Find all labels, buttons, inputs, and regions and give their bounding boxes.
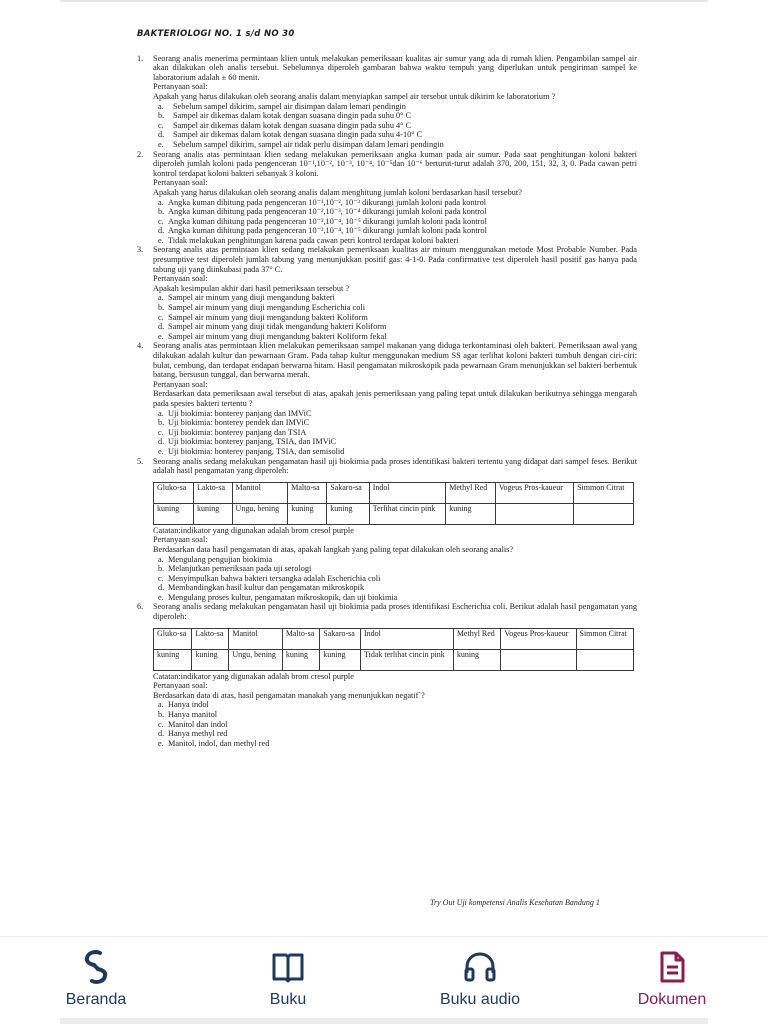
option-text: Sampel air minum yang diuji mengandung bakteri Koliform fekal [168, 331, 387, 341]
table-header-cell: Malto-sa [288, 482, 327, 503]
option-item [158, 418, 637, 428]
option-key: c. [158, 120, 164, 130]
home-s-icon [78, 949, 114, 985]
table-header-cell: Indol [369, 482, 446, 503]
question-list [137, 54, 637, 749]
option-item [158, 583, 637, 593]
table-cell [574, 503, 634, 524]
option-item [158, 437, 637, 447]
option-item [158, 447, 637, 457]
question-number: 4. [137, 341, 144, 351]
option-key: b. [158, 303, 165, 313]
nav-label-dokumen: Dokumen [637, 991, 707, 1008]
option-key: d. [158, 226, 165, 236]
option-text: Mengulang proses kultur, pengamatan mikroskopik, dan uji biokimia [168, 592, 398, 602]
nav-label-buku-audio: Buku audio [439, 991, 521, 1008]
prompt-label: Pertanyaan soal: [153, 379, 208, 389]
nav-label-buku: Buku [269, 991, 307, 1008]
option-text: Sebelum sampel dikirim, sampel air disimpan dalam lemari pendingin [173, 101, 406, 111]
option-key: a. [158, 293, 164, 303]
option-text: Sampel air dikemas dalam kotak dengan suasana dingin pada suhu 4° C [173, 120, 412, 130]
option-key: b. [158, 710, 165, 720]
table-cell: Tidak terlihat cincin pink [361, 649, 454, 670]
option-item [158, 564, 637, 574]
option-key: a. [158, 197, 164, 207]
table-cell: kuning [453, 649, 501, 670]
question-item [137, 245, 637, 341]
table-cell: kuning [282, 649, 319, 670]
option-item [158, 121, 637, 131]
question-number: 5. [137, 456, 144, 466]
option-list [153, 409, 637, 457]
option-text: Sampel air minum yang diuji mengandung Escherichia coli [168, 303, 366, 313]
option-key: a. [158, 700, 164, 710]
table-header-row [154, 482, 634, 503]
prompt-label: Pertanyaan soal: [153, 178, 208, 188]
question-content [153, 150, 637, 246]
option-text: Sampel air minum yang diuji tidak mengandung bakteri Koliform [168, 322, 387, 332]
table-cell: Ungu, bening [229, 649, 282, 670]
option-text: Menyimpulkan bahwa bakteri tersangka adalah Escherichia coli [168, 573, 381, 583]
question-body: Seorang analis atas permintaan klien sedang melakukan pemeriksaan kualitas air minum menggunakan metode Most Probable Number. Pada presumptive test diperoleh jumlah tabung yang menunjukkan positif gas: 4-1-0. Pada confirmative test diperoleh hasil positif gas hanya pada tabung uji yang diinkubasi pada 37° C. [153, 245, 637, 274]
option-key: c. [158, 573, 164, 583]
option-key: b. [158, 207, 165, 217]
option-text: Sampel air dikemas dalam kotak dengan suasana dingin pada suhu 4-10° C [173, 130, 423, 140]
option-text: Hanya manitol [168, 710, 218, 720]
option-key: c. [158, 719, 164, 729]
table-header-cell: Methyl Red [453, 628, 501, 649]
option-list [153, 700, 637, 748]
headphones-icon [462, 949, 498, 985]
option-text: Hanya indol [168, 700, 209, 710]
option-item [158, 409, 637, 419]
table-header-cell: Methyl Red [446, 482, 496, 503]
nav-item-buku[interactable] [213, 937, 363, 1025]
option-text: Uji biokimia: bonterey panjang dan IMViC [168, 408, 312, 418]
option-text: Uji biokimia: bonterey pendek dan IMViC [168, 418, 310, 428]
table-note: Catatan:indikator yang digunakan adalah brom cresol purple [153, 525, 354, 535]
table-header-cell: Simmon Citrat [574, 482, 634, 503]
option-text: Sebelum sampel dikirim, sampel air tidak perlu disimpan dalam lemari pendingin [173, 139, 444, 149]
option-text: Uji biokimia: bonterey panjang, TSIA, dan semisolid [168, 446, 345, 456]
table-header-cell: Sakaro-sa [320, 628, 361, 649]
table-header-cell: Gluko-sa [154, 482, 194, 503]
question-prompt: Berdasarkan data hasil pengamatan di atas, apakah langkah yang paling tepat dilakukan oleh seorang analis? [153, 544, 514, 554]
table-cell: Terlihat cincin pink [369, 503, 446, 524]
table-header-cell: Lakto-sa [192, 628, 229, 649]
option-text: Angka kuman dihitung pada pengenceran 10⁻²,10⁻³, 10⁻⁴ dikurangi jumlah koloni pada kontrol [168, 207, 487, 217]
nav-item-beranda[interactable] [21, 937, 171, 1025]
option-list [153, 555, 637, 603]
option-item [158, 700, 637, 710]
option-text: Angka kuman dihitung pada pengenceran 10⁻³,10⁻⁴, 10⁻⁵ dikurangi jumlah koloni pada kontrol [168, 216, 487, 226]
question-prompt: Berdasarkan data pemeriksaan awal tersebut di atas, apakah jenis pemeriksaan yang paling tepat untuk dilakukan berikutnya sehingga mengarah pada spesies bakteri tertentu ? [153, 389, 637, 408]
option-key: a. [158, 554, 164, 564]
question-item [137, 602, 637, 748]
result-table [153, 628, 634, 671]
question-prompt: Apakah yang harus dilakukan oleh seorang analis dalam menyiapkan sampel air tersebut untuk dikirim ke laboratorium ? [153, 91, 556, 101]
option-key: d. [158, 437, 165, 447]
table-header-cell: Manitol [232, 482, 288, 503]
question-item [137, 150, 637, 246]
option-item [158, 322, 637, 332]
document-title: BAKTERIOLOGI NO. 1 s/d NO 30 [137, 29, 295, 39]
option-item [158, 303, 637, 313]
question-body: Seorang analis menerima permintaan klien untuk melakukan pemeriksaan kualitas air sumur yang ada di rumah klien. Pengambilan sampel air akan dilakukan oleh analis tersebut. Sebelumnya diperoleh gambaran bahwa waktu tempuh yang diperlukan untuk pengiriman sampel ke laboratorium adalah ± 60 menit. [153, 53, 637, 82]
question-item [137, 54, 637, 150]
table-cell: kuning [154, 503, 194, 524]
table-cell [495, 503, 573, 524]
option-text: Mengulang pengujian biokimia [168, 554, 273, 564]
option-key: e. [158, 738, 164, 748]
table-row [154, 503, 634, 524]
question-body: Seorang analis sedang melakukan pengamatan hasil uji biokimia pada proses identifikasi bakteri tertentu yang didapat dari sampel feses. Berikut adalah hasil pengamatan yang diperoleh: [153, 456, 637, 476]
option-item [158, 217, 637, 227]
option-text: Angka kuman dihitung pada pengenceran 10⁻¹,10⁻², 10⁻³ dikurangi jumlah koloni pada kontrol [168, 197, 487, 207]
bottom-divider [60, 1018, 708, 1024]
option-item [158, 739, 637, 749]
option-key: d. [158, 583, 165, 593]
option-key: b. [158, 111, 165, 121]
option-text: Sampel air dikemas dalam kotak dengan suasana dingin pada suhu 0° C [173, 111, 412, 121]
table-header-cell: Indol [361, 628, 454, 649]
option-item [158, 555, 637, 565]
question-number: 3. [137, 245, 144, 255]
option-item [158, 198, 637, 208]
option-item [158, 111, 637, 121]
table-header-row [154, 628, 634, 649]
option-key: c. [158, 312, 164, 322]
option-item [158, 226, 637, 236]
table-cell: kuning [194, 503, 233, 524]
option-text: Angka kuman dihitung pada pengenceran 10⁻³,10⁻⁴, 10⁻⁵ dikurangi jumlah koloni pada kontrol [168, 226, 487, 236]
question-prompt: Apakah kesimpulan akhir dari hasil pemeriksaan tersebut ? [153, 283, 350, 293]
table-cell: kuning [288, 503, 327, 524]
option-item [158, 293, 637, 303]
table-header-cell: Lakto-sa [194, 482, 233, 503]
book-icon [270, 949, 306, 985]
table-row [154, 649, 634, 670]
bottom-navigation [0, 936, 768, 1025]
question-content [153, 245, 637, 341]
nav-label-beranda: Beranda [65, 991, 127, 1008]
question-body: Seorang analis atas permintaan klien melakukan pemeriksaan sampel makanan yang diduga terkontaminasi oleh bakteri. Pemeriksaan awal yang dilakukan adalah kultur dan pewarnaan Gram. Pada tahap kultur menggunakan medium SS agar terlihat koloni bakteri tumbuh dengan ciri-ciri: bulat, cembung, dan terdapat endapan berwarna hitam. Hasil pengamatan mikroskopik pada pewarnaan Gram menunjukkan sel bakteri berbentuk batang, bersusun tunggal, dan berwarna merah. [153, 341, 637, 380]
table-cell: kuning [192, 649, 229, 670]
option-text: Tidak melakukan penghitungan karena pada cawan petri kontrol terdapat koloni bakteri [168, 235, 459, 245]
table-header-cell: Vogeus Pros-kaueur [495, 482, 573, 503]
table-cell: kuning [327, 503, 369, 524]
question-content [153, 341, 637, 456]
question-prompt: Berdasarkan data di atas, hasil pengamatan manakah yang menunjukkan negatif`? [153, 690, 425, 700]
option-key: b. [158, 418, 165, 428]
top-divider [60, 0, 708, 2]
option-text: Membandingkan hasil kultur dan pengamatan mikroskopik [168, 583, 365, 593]
question-body: Seorang analis sedang melakukan pengamatan hasil uji biokimia pada proses identifikasi Escherichia coli. Berikut adalah hasil pengamatan yang diperoleh: [153, 602, 637, 622]
option-item [158, 102, 637, 112]
table-header-cell: Simmon Citrat [576, 628, 634, 649]
question-content [153, 54, 637, 150]
option-item [158, 313, 637, 323]
document-icon [654, 949, 690, 985]
option-key: a. [158, 408, 164, 418]
option-key: d. [158, 729, 165, 739]
question-number: 1. [137, 53, 144, 63]
table-header-cell: Sakaro-sa [327, 482, 369, 503]
table-cell: kuning [154, 649, 192, 670]
prompt-label: Pertanyaan soal: [153, 274, 208, 284]
option-text: Manitol, indol, dan methyl red [168, 738, 270, 748]
option-item [158, 574, 637, 584]
option-list [153, 102, 637, 150]
option-key: b. [158, 564, 165, 574]
option-item [158, 710, 637, 720]
option-key: e. [158, 139, 164, 149]
option-text: Sampel air minum yang diuji mengandung bakteri [168, 293, 335, 303]
table-cell: kuning [320, 649, 361, 670]
option-key: e. [158, 446, 164, 456]
option-text: Sampel air minum yang diuji mengandung bakteri Koliform [168, 312, 368, 322]
nav-item-dokumen[interactable] [597, 937, 747, 1025]
question-content [153, 457, 637, 603]
prompt-label: Pertanyaan soal: [153, 82, 208, 92]
option-item [158, 207, 637, 217]
option-key: e. [158, 331, 164, 341]
prompt-label: Pertanyaan soal: [153, 681, 208, 691]
option-text: Manitol dan indol [168, 719, 228, 729]
option-item [158, 236, 637, 246]
table-header-cell: Vogeus Pros-kaueur [501, 628, 576, 649]
question-content [153, 602, 637, 748]
option-item [158, 428, 637, 438]
nav-item-buku-audio[interactable] [405, 937, 555, 1025]
result-table [153, 482, 634, 525]
question-number: 2. [137, 149, 144, 159]
option-key: a. [158, 101, 164, 111]
table-cell [501, 649, 576, 670]
prompt-label: Pertanyaan soal: [153, 535, 208, 545]
question-body: Seorang analis atas permintaan klien sedang melakukan pemeriksaan angka kuman pada air sumur. Pada saat penghitungan koloni bakteri diperoleh jumlah koloni pada pengenceran 10⁻¹,10⁻², 10⁻³, 10⁻⁴, 10⁻⁵dan 10⁻⁶ berturut-turut adalah 370, 200, 151, 32, 3, 0. Pada cawan petri kontrol terdapat koloni bakteri sebanyak 3 koloni. [153, 149, 637, 178]
option-list [153, 198, 637, 246]
option-key: c. [158, 427, 164, 437]
question-item [137, 457, 637, 603]
table-header-cell: Malto-sa [282, 628, 319, 649]
option-item [158, 140, 637, 150]
table-cell [576, 649, 634, 670]
question-number: 6. [137, 602, 144, 612]
option-item [158, 593, 637, 603]
document-footer: Try Out Uji kompetensi Analis Kesehatan Bandung 1 [430, 898, 600, 907]
table-note: Catatan:indikator yang digunakan adalah brom cresol purple [153, 671, 354, 681]
option-item [158, 720, 637, 730]
option-item [158, 130, 637, 140]
table-cell: Ungu, bening [232, 503, 288, 524]
option-key: d. [158, 130, 165, 140]
option-list [153, 293, 637, 341]
table-header-cell: Manitol [229, 628, 282, 649]
question-item [137, 341, 637, 456]
option-text: Uji biokimia: bonterey panjang, TSIA, dan IMViC [168, 437, 337, 447]
option-item [158, 332, 637, 342]
option-key: e. [158, 592, 164, 602]
option-key: c. [158, 216, 164, 226]
option-key: e. [158, 235, 164, 245]
table-header-cell: Gluko-sa [154, 628, 192, 649]
option-text: Uji biokimia: bonterey panjang dan TSIA [168, 427, 307, 437]
option-item [158, 729, 637, 739]
option-key: d. [158, 322, 165, 332]
question-prompt: Apakah yang harus dilakukan oleh seorang analis dalam menghitung jumlah koloni berdasarkan hasil tersebut? [153, 187, 522, 197]
table-cell: kuning [446, 503, 496, 524]
option-text: Hanya methyl red [168, 729, 228, 739]
option-text: Melanjutkan pemeriksaan pada uji serologi [168, 564, 312, 574]
document-page [137, 30, 637, 748]
